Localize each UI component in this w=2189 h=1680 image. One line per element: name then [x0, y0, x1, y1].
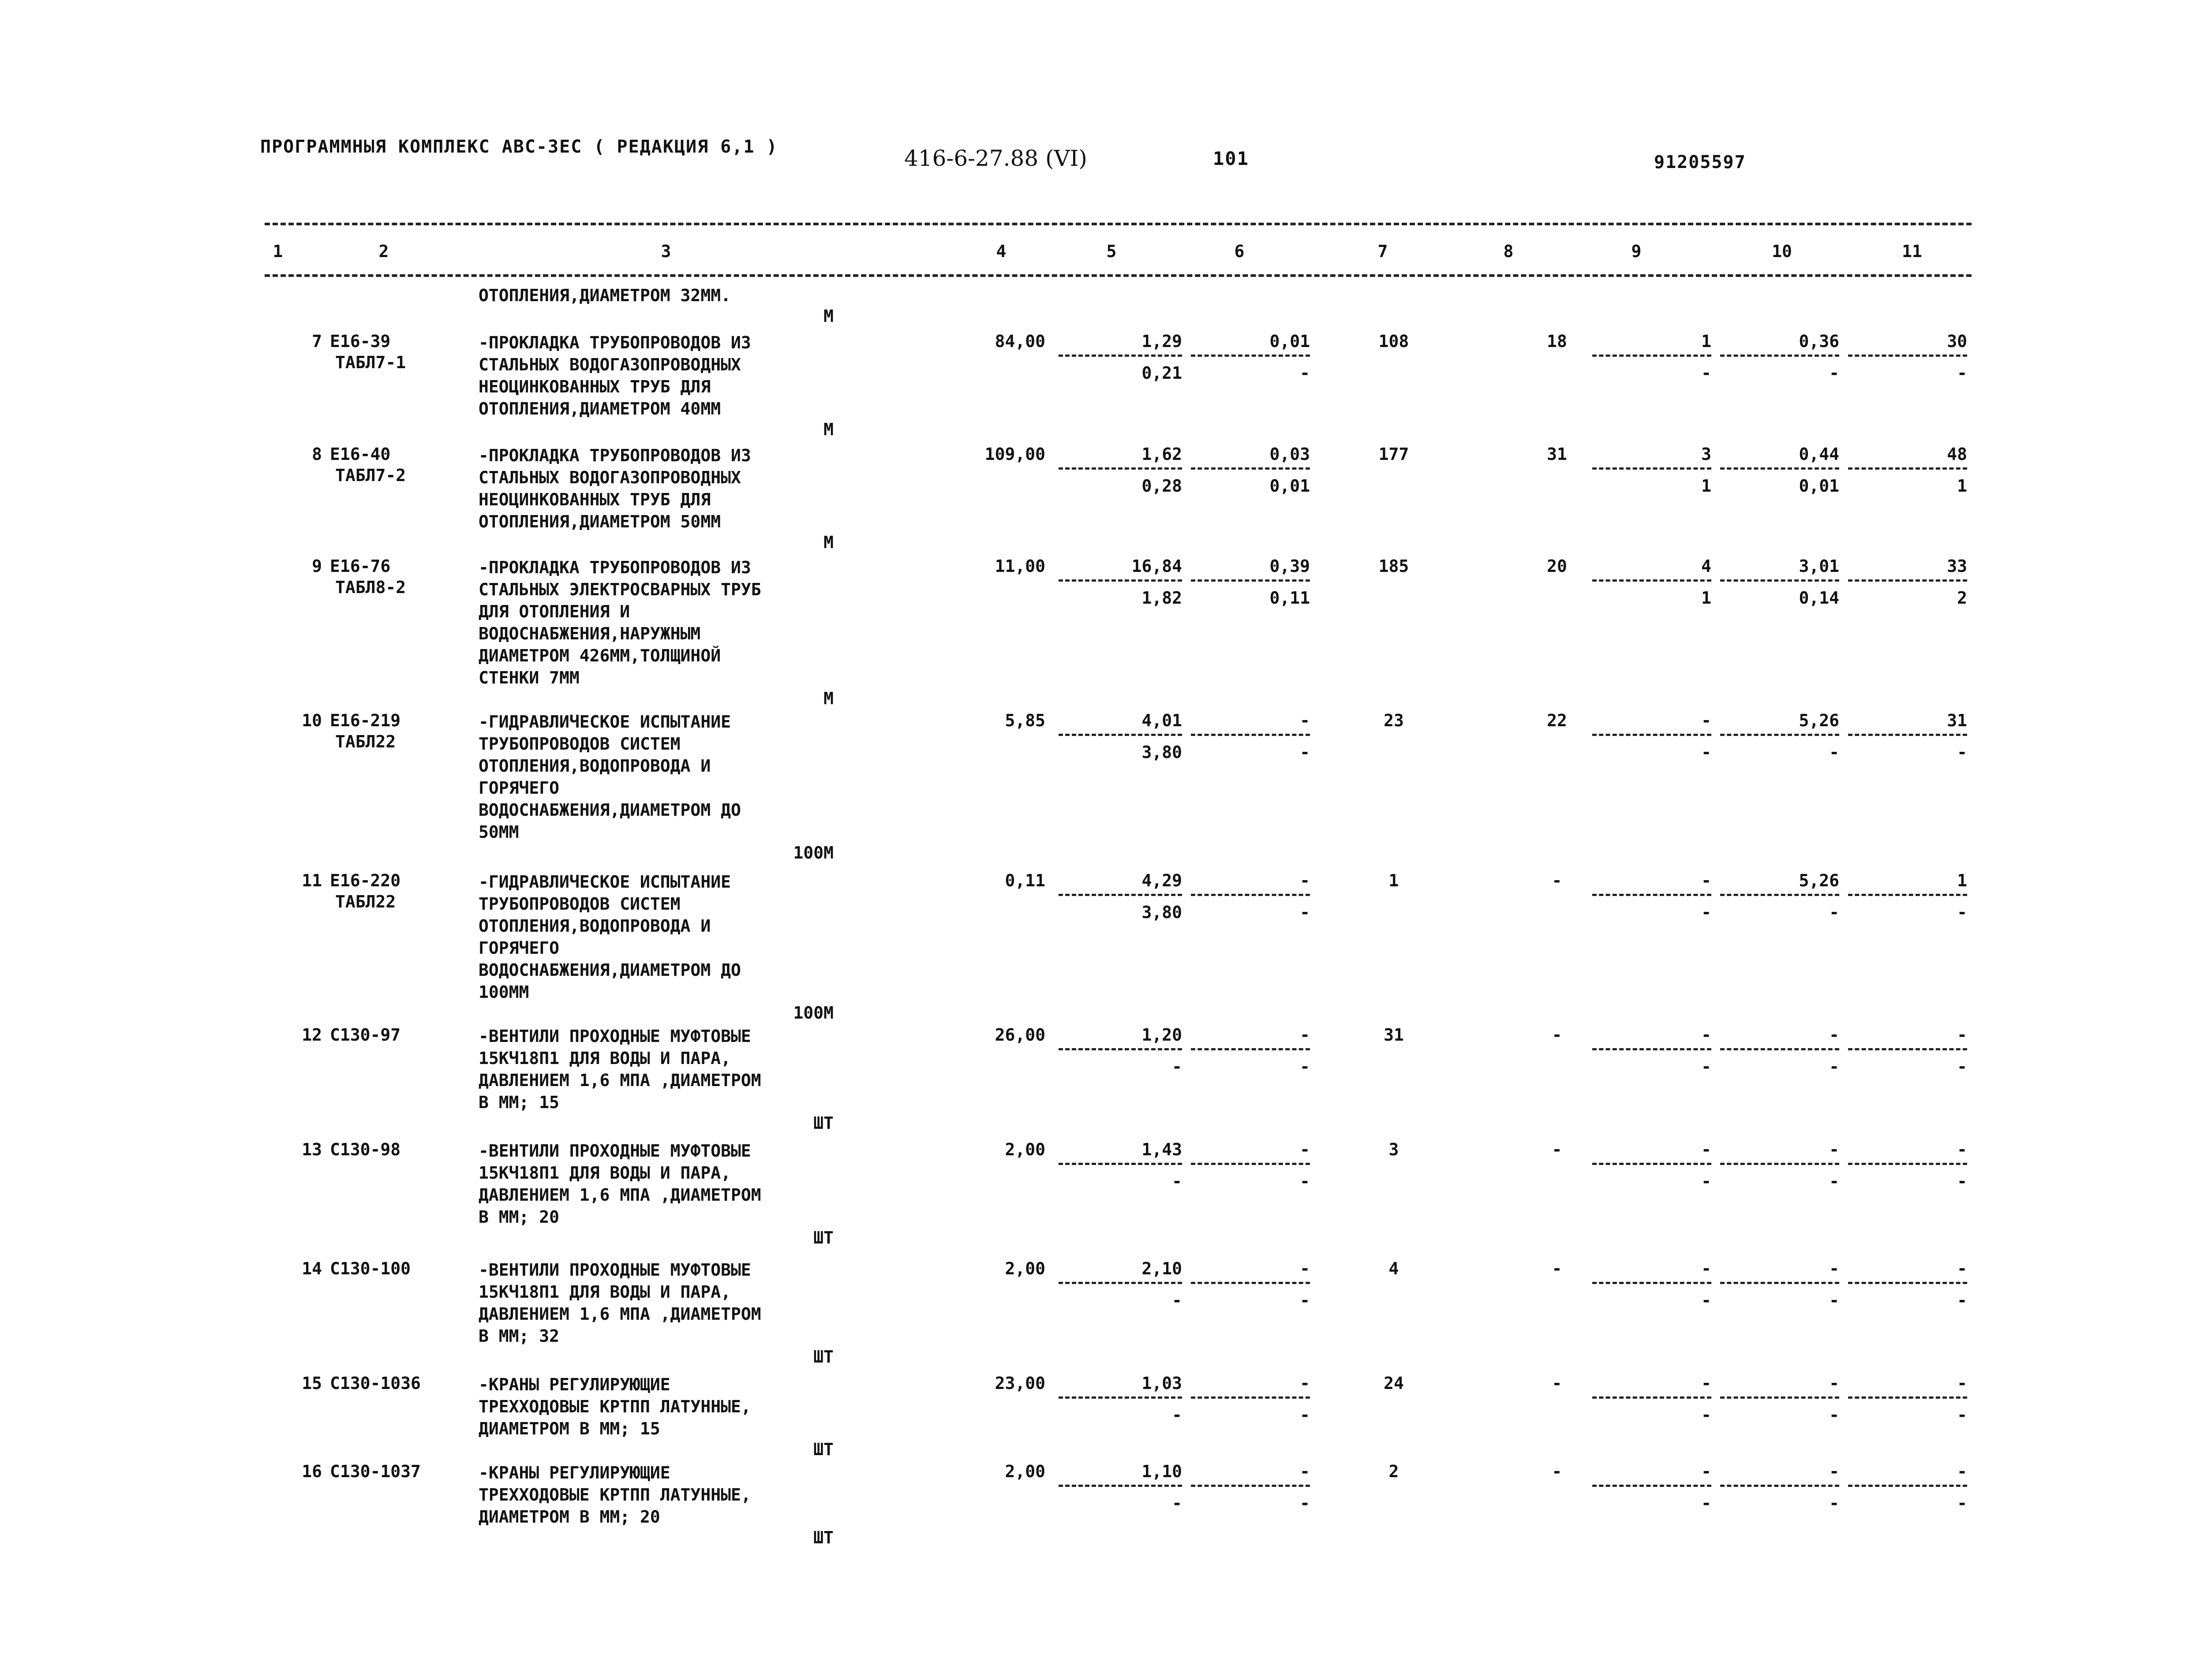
work-description: -ПРОКЛАДКА ТРУБОПРОВОДОВ ИЗ СТАЛЬНЫХ ВОДОГАЗОПРОВОДНЫХ НЕОЦИНКОВАННЫХ ТРУБ ДЛЯ ОТОПЛЕНИЯ,ДИАМЕТРОМ 40ММ: [479, 333, 751, 418]
total-machine: -: [1701, 711, 1711, 730]
labor-total: -: [1957, 1462, 1967, 1481]
total-wages: -: [1552, 871, 1562, 890]
labor-total-machinists: -: [1957, 1493, 1967, 1513]
program-title: ПРОГРАММНЫЯ КОМПЛЕКС АВС-3ЕС ( РЕДАКЦИЯ 6,1 ): [260, 137, 778, 157]
machine-cost: -: [1300, 871, 1310, 890]
row-number: 9: [312, 556, 322, 576]
fraction-line: [1848, 1485, 1967, 1487]
unit-cost-wages: 0,21: [1141, 363, 1182, 383]
labor-total-machinists: -: [1957, 1405, 1967, 1425]
unit-cost-wages: -: [1172, 1405, 1182, 1425]
total-machine: 4: [1701, 556, 1711, 576]
fraction-line: [1720, 1396, 1839, 1399]
total-machine: -: [1701, 1374, 1711, 1393]
norm-table: ТАБЛ22: [335, 732, 396, 751]
machine-wages: -: [1300, 743, 1310, 762]
unit-cost-total: 1,62: [1141, 444, 1182, 464]
quantity: 84,00: [995, 332, 1045, 351]
continuation-desc: ОТОПЛЕНИЯ,ДИАМЕТРОМ 32ММ.: [479, 286, 731, 305]
column-header-5: 5: [1106, 242, 1117, 261]
unit-cost-wages: 0,28: [1141, 476, 1182, 496]
labor-unit-machinists: -: [1829, 743, 1839, 762]
fraction-line: [1848, 579, 1967, 582]
unit-cost-total: 1,10: [1141, 1462, 1182, 1481]
fraction-line: [1848, 355, 1967, 357]
total-wages: 22: [1547, 711, 1567, 730]
total-machine: -: [1701, 1140, 1711, 1159]
total-wages: -: [1552, 1462, 1562, 1481]
unit-cost-total: 4,01: [1141, 711, 1182, 730]
unit-cost-wages: -: [1172, 1172, 1182, 1191]
unit-of-measure: 100М: [793, 1003, 834, 1023]
header-rule-bottom: [265, 274, 1972, 277]
labor-total-machinists: 1: [1957, 476, 1967, 496]
labor-unit-machinists: -: [1829, 903, 1839, 922]
labor-total-machinists: 2: [1957, 588, 1967, 608]
fraction-line: [1848, 734, 1967, 736]
row-number: 14: [302, 1259, 322, 1278]
total-machine-wages: -: [1701, 1172, 1711, 1191]
labor-total: -: [1957, 1374, 1967, 1393]
fraction-line: [1059, 734, 1182, 736]
fraction-line: [1848, 1396, 1967, 1399]
fraction-line: [1848, 894, 1967, 896]
labor-total: -: [1957, 1140, 1967, 1159]
total-machine-wages: 1: [1701, 476, 1711, 496]
machine-wages: -: [1300, 363, 1310, 383]
work-description: -ВЕНТИЛИ ПРОХОДНЫЕ МУФТОВЫЕ 15КЧ18П1 ДЛЯ ВОДЫ И ПАРА, ДАВЛЕНИЕМ 1,6 МПА ,ДИАМЕТРОМ В ММ; 15: [479, 1027, 761, 1112]
norm-table: ТАБЛ7-1: [335, 353, 406, 372]
labor-unit: 0,44: [1799, 444, 1839, 464]
unit-cost-total: 1,20: [1141, 1025, 1182, 1045]
unit-cost-total: 4,29: [1141, 871, 1182, 890]
unit-of-measure: М: [823, 689, 834, 708]
unit-cost-total: 1,29: [1141, 332, 1182, 351]
norm-code: Е16-219: [330, 711, 401, 730]
total-machine-wages: -: [1701, 363, 1711, 383]
unit-cost-total: 16,84: [1131, 556, 1182, 576]
quantity: 2,00: [1005, 1462, 1045, 1481]
work-description: -КРАНЫ РЕГУЛИРУЮЩИЕ ТРЕХХОДОВЫЕ КРТПП ЛАТУННЫЕ, ДИАМЕТРОМ В ММ; 15: [479, 1375, 751, 1438]
unit-cost-total: 1,43: [1141, 1140, 1182, 1159]
labor-total: 48: [1947, 444, 1967, 464]
work-description: -ПРОКЛАДКА ТРУБОПРОВОДОВ ИЗ СТАЛЬНЫХ ЭЛЕКТРОСВАРНЫХ ТРУБ ДЛЯ ОТОПЛЕНИЯ И ВОДОСНАБЖЕНИЯ,НАРУЖНЫМ ДИАМЕТРОМ 426ММ,ТОЛЩИНОЙ СТЕНКИ 7ММ: [479, 558, 761, 687]
norm-code: Е16-39: [330, 332, 391, 351]
fraction-line: [1191, 1282, 1310, 1284]
unit-of-measure: М: [823, 420, 834, 439]
unit-cost-wages: 1,82: [1141, 588, 1182, 608]
total-machine-wages: -: [1701, 903, 1711, 922]
norm-code: С130-98: [330, 1140, 401, 1159]
unit-of-measure: ШТ: [813, 1347, 834, 1366]
norm-code: Е16-220: [330, 871, 401, 890]
total-cost: 2: [1388, 1462, 1399, 1481]
total-machine-wages: -: [1701, 1057, 1711, 1076]
continuation-unit: М: [823, 306, 834, 326]
fraction-line: [1848, 1282, 1967, 1284]
total-machine-wages: -: [1701, 743, 1711, 762]
row-number: 8: [312, 444, 322, 464]
labor-total: -: [1957, 1025, 1967, 1045]
fraction-line: [1059, 1163, 1182, 1165]
column-header-1: 1: [273, 242, 283, 261]
labor-unit: 5,26: [1799, 711, 1839, 730]
fraction-line: [1592, 355, 1711, 357]
column-header-2: 2: [378, 242, 389, 261]
row-number: 16: [302, 1462, 322, 1481]
machine-wages: -: [1300, 1291, 1310, 1310]
labor-total-machinists: -: [1957, 363, 1967, 383]
labor-total: 30: [1947, 332, 1967, 351]
fraction-line: [1848, 1163, 1967, 1165]
labor-total-machinists: -: [1957, 1291, 1967, 1310]
unit-of-measure: ШТ: [813, 1440, 834, 1459]
labor-unit: -: [1829, 1025, 1839, 1045]
unit-cost-wages: 3,80: [1141, 743, 1182, 762]
column-header-11: 11: [1902, 242, 1922, 261]
fraction-line: [1720, 894, 1839, 896]
unit-cost-total: 1,03: [1141, 1374, 1182, 1393]
row-number: 7: [312, 332, 322, 351]
fraction-line: [1191, 1048, 1310, 1050]
total-wages: -: [1552, 1025, 1562, 1045]
work-description: -ГИДРАВЛИЧЕСКОЕ ИСПЫТАНИЕ ТРУБОПРОВОДОВ СИСТЕМ ОТОПЛЕНИЯ,ВОДОПРОВОДА И ГОРЯЧЕГО ВОДОСНАБЖЕНИЯ,ДИАМЕТРОМ ДО 50ММ: [479, 712, 741, 842]
norm-table: ТАБЛ22: [335, 892, 396, 911]
labor-unit: -: [1829, 1462, 1839, 1481]
total-wages: -: [1552, 1259, 1562, 1278]
fraction-line: [1592, 1282, 1711, 1284]
labor-unit-machinists: 0,14: [1799, 588, 1839, 608]
fraction-line: [1720, 734, 1839, 736]
fraction-line: [1848, 467, 1967, 470]
labor-unit: -: [1829, 1259, 1839, 1278]
unit-of-measure: 100М: [793, 843, 834, 862]
total-machine: 1: [1701, 332, 1711, 351]
total-machine: -: [1701, 1025, 1711, 1045]
labor-unit-machinists: -: [1829, 1172, 1839, 1191]
machine-cost: -: [1300, 711, 1310, 730]
unit-of-measure: М: [823, 533, 834, 552]
machine-cost: -: [1300, 1025, 1310, 1045]
norm-code: Е16-40: [330, 444, 391, 464]
total-cost: 4: [1388, 1259, 1399, 1278]
machine-wages: -: [1300, 903, 1310, 922]
norm-code: С130-1036: [330, 1374, 421, 1393]
quantity: 2,00: [1005, 1259, 1045, 1278]
labor-unit: -: [1829, 1374, 1839, 1393]
labor-unit-machinists: -: [1829, 1057, 1839, 1076]
column-header-4: 4: [996, 242, 1007, 261]
total-machine: -: [1701, 1462, 1711, 1481]
fraction-line: [1059, 1048, 1182, 1050]
page-number: 101: [1213, 148, 1249, 169]
labor-total-machinists: -: [1957, 1172, 1967, 1191]
column-header-3: 3: [661, 242, 671, 261]
labor-unit: -: [1829, 1140, 1839, 1159]
work-description: -КРАНЫ РЕГУЛИРУЮЩИЕ ТРЕХХОДОВЫЕ КРТПП ЛАТУННЫЕ, ДИАМЕТРОМ В ММ; 20: [479, 1463, 751, 1527]
column-header-7: 7: [1377, 242, 1388, 261]
row-number: 13: [302, 1140, 322, 1159]
labor-total: 1: [1957, 871, 1967, 890]
header-rule-top: [265, 223, 1972, 225]
norm-code: С130-100: [330, 1259, 411, 1278]
quantity: 109,00: [984, 444, 1045, 464]
norm-code: Е16-76: [330, 556, 391, 576]
quantity: 23,00: [995, 1374, 1045, 1393]
fraction-line: [1059, 467, 1182, 470]
machine-wages: -: [1300, 1057, 1310, 1076]
total-cost: 31: [1384, 1025, 1404, 1045]
total-machine: -: [1701, 1259, 1711, 1278]
row-number: 10: [302, 711, 322, 730]
labor-unit-machinists: -: [1829, 1405, 1839, 1425]
labor-total: 31: [1947, 711, 1967, 730]
unit-cost-total: 2,10: [1141, 1259, 1182, 1278]
fraction-line: [1059, 894, 1182, 896]
quantity: 26,00: [995, 1025, 1045, 1045]
labor-total: 33: [1947, 556, 1967, 576]
work-description: -ВЕНТИЛИ ПРОХОДНЫЕ МУФТОВЫЕ 15КЧ18П1 ДЛЯ ВОДЫ И ПАРА, ДАВЛЕНИЕМ 1,6 МПА ,ДИАМЕТРОМ В ММ; 32: [479, 1260, 761, 1346]
fraction-line: [1720, 579, 1839, 582]
labor-total-machinists: -: [1957, 1057, 1967, 1076]
total-cost: 185: [1378, 556, 1409, 576]
fraction-line: [1059, 355, 1182, 357]
labor-unit-machinists: 0,01: [1799, 476, 1839, 496]
column-header-9: 9: [1631, 242, 1642, 261]
fraction-line: [1720, 355, 1839, 357]
machine-wages: -: [1300, 1405, 1310, 1425]
total-wages: 20: [1547, 556, 1567, 576]
fraction-line: [1191, 467, 1310, 470]
machine-cost: 0,01: [1269, 332, 1310, 351]
total-wages: -: [1552, 1374, 1562, 1393]
row-number: 15: [302, 1374, 322, 1393]
total-wages: 31: [1547, 444, 1567, 464]
norm-table: ТАБЛ7-2: [335, 466, 406, 485]
labor-unit: 0,36: [1799, 332, 1839, 351]
total-machine: 3: [1701, 444, 1711, 464]
labor-total-machinists: -: [1957, 743, 1967, 762]
labor-unit-machinists: -: [1829, 1291, 1839, 1310]
fraction-line: [1592, 1485, 1711, 1487]
unit-cost-wages: 3,80: [1141, 903, 1182, 922]
machine-wages: -: [1300, 1493, 1310, 1513]
quantity: 11,00: [995, 556, 1045, 576]
unit-cost-wages: -: [1172, 1291, 1182, 1310]
machine-cost: -: [1300, 1259, 1310, 1278]
machine-cost: -: [1300, 1140, 1310, 1159]
unit-cost-wages: -: [1172, 1493, 1182, 1513]
fraction-line: [1592, 734, 1711, 736]
total-cost: 23: [1384, 711, 1404, 730]
document-code: 91205597: [1654, 152, 1746, 172]
total-machine-wages: -: [1701, 1493, 1711, 1513]
quantity: 5,85: [1005, 711, 1045, 730]
fraction-line: [1720, 1163, 1839, 1165]
fraction-line: [1720, 467, 1839, 470]
labor-unit-machinists: -: [1829, 363, 1839, 383]
norm-table: ТАБЛ8-2: [335, 578, 406, 597]
fraction-line: [1191, 1163, 1310, 1165]
total-cost: 177: [1378, 444, 1409, 464]
labor-unit: 3,01: [1799, 556, 1839, 576]
fraction-line: [1720, 1485, 1839, 1487]
fraction-line: [1592, 1048, 1711, 1050]
work-description: -ВЕНТИЛИ ПРОХОДНЫЕ МУФТОВЫЕ 15КЧ18П1 ДЛЯ ВОДЫ И ПАРА, ДАВЛЕНИЕМ 1,6 МПА ,ДИАМЕТРОМ В ММ; 20: [479, 1141, 761, 1227]
total-cost: 108: [1378, 332, 1409, 351]
total-wages: -: [1552, 1140, 1562, 1159]
labor-total-machinists: -: [1957, 903, 1967, 922]
fraction-line: [1191, 355, 1310, 357]
quantity: 2,00: [1005, 1140, 1045, 1159]
fraction-line: [1191, 1485, 1310, 1487]
machine-cost: 0,39: [1269, 556, 1310, 576]
column-header-8: 8: [1503, 242, 1514, 261]
fraction-line: [1191, 1396, 1310, 1399]
labor-unit-machinists: -: [1829, 1493, 1839, 1513]
fraction-line: [1720, 1282, 1839, 1284]
total-machine-wages: -: [1701, 1291, 1711, 1310]
fraction-line: [1592, 467, 1711, 470]
fraction-line: [1720, 1048, 1839, 1050]
total-cost: 3: [1388, 1140, 1399, 1159]
fraction-line: [1191, 894, 1310, 896]
machine-wages: -: [1300, 1172, 1310, 1191]
row-number: 11: [302, 871, 322, 890]
machine-wages: 0,11: [1269, 588, 1310, 608]
fraction-line: [1059, 1396, 1182, 1399]
total-machine: -: [1701, 871, 1711, 890]
machine-wages: 0,01: [1269, 476, 1310, 496]
total-cost: 24: [1384, 1374, 1404, 1393]
column-header-6: 6: [1234, 242, 1245, 261]
total-cost: 1: [1388, 871, 1399, 890]
fraction-line: [1592, 579, 1711, 582]
total-machine-wages: 1: [1701, 588, 1711, 608]
norm-code: С130-97: [330, 1025, 401, 1045]
quantity: 0,11: [1005, 871, 1045, 890]
document-number: 416-6-27.88 (VI): [904, 146, 1087, 171]
fraction-line: [1191, 734, 1310, 736]
machine-cost: -: [1300, 1374, 1310, 1393]
column-header-10: 10: [1772, 242, 1792, 261]
fraction-line: [1059, 579, 1182, 582]
work-description: -ГИДРАВЛИЧЕСКОЕ ИСПЫТАНИЕ ТРУБОПРОВОДОВ СИСТЕМ ОТОПЛЕНИЯ,ВОДОПРОВОДА И ГОРЯЧЕГО ВОДОСНАБЖЕНИЯ,ДИАМЕТРОМ ДО 100ММ: [479, 872, 741, 1002]
fraction-line: [1848, 1048, 1967, 1050]
fraction-line: [1592, 1396, 1711, 1399]
fraction-line: [1059, 1485, 1182, 1487]
fraction-line: [1059, 1282, 1182, 1284]
total-machine-wages: -: [1701, 1405, 1711, 1425]
work-description: -ПРОКЛАДКА ТРУБОПРОВОДОВ ИЗ СТАЛЬНЫХ ВОДОГАЗОПРОВОДНЫХ НЕОЦИНКОВАННЫХ ТРУБ ДЛЯ ОТОПЛЕНИЯ,ДИАМЕТРОМ 50ММ: [479, 446, 751, 531]
row-number: 12: [302, 1025, 322, 1045]
unit-of-measure: ШТ: [813, 1228, 834, 1247]
machine-cost: -: [1300, 1462, 1310, 1481]
labor-total: -: [1957, 1259, 1967, 1278]
total-wages: 18: [1547, 332, 1567, 351]
fraction-line: [1592, 1163, 1711, 1165]
norm-code: С130-1037: [330, 1462, 421, 1481]
fraction-line: [1191, 579, 1310, 582]
unit-of-measure: ШТ: [813, 1113, 834, 1133]
labor-unit: 5,26: [1799, 871, 1839, 890]
machine-cost: 0,03: [1269, 444, 1310, 464]
fraction-line: [1592, 894, 1711, 896]
unit-cost-wages: -: [1172, 1057, 1182, 1076]
unit-of-measure: ШТ: [813, 1528, 834, 1547]
